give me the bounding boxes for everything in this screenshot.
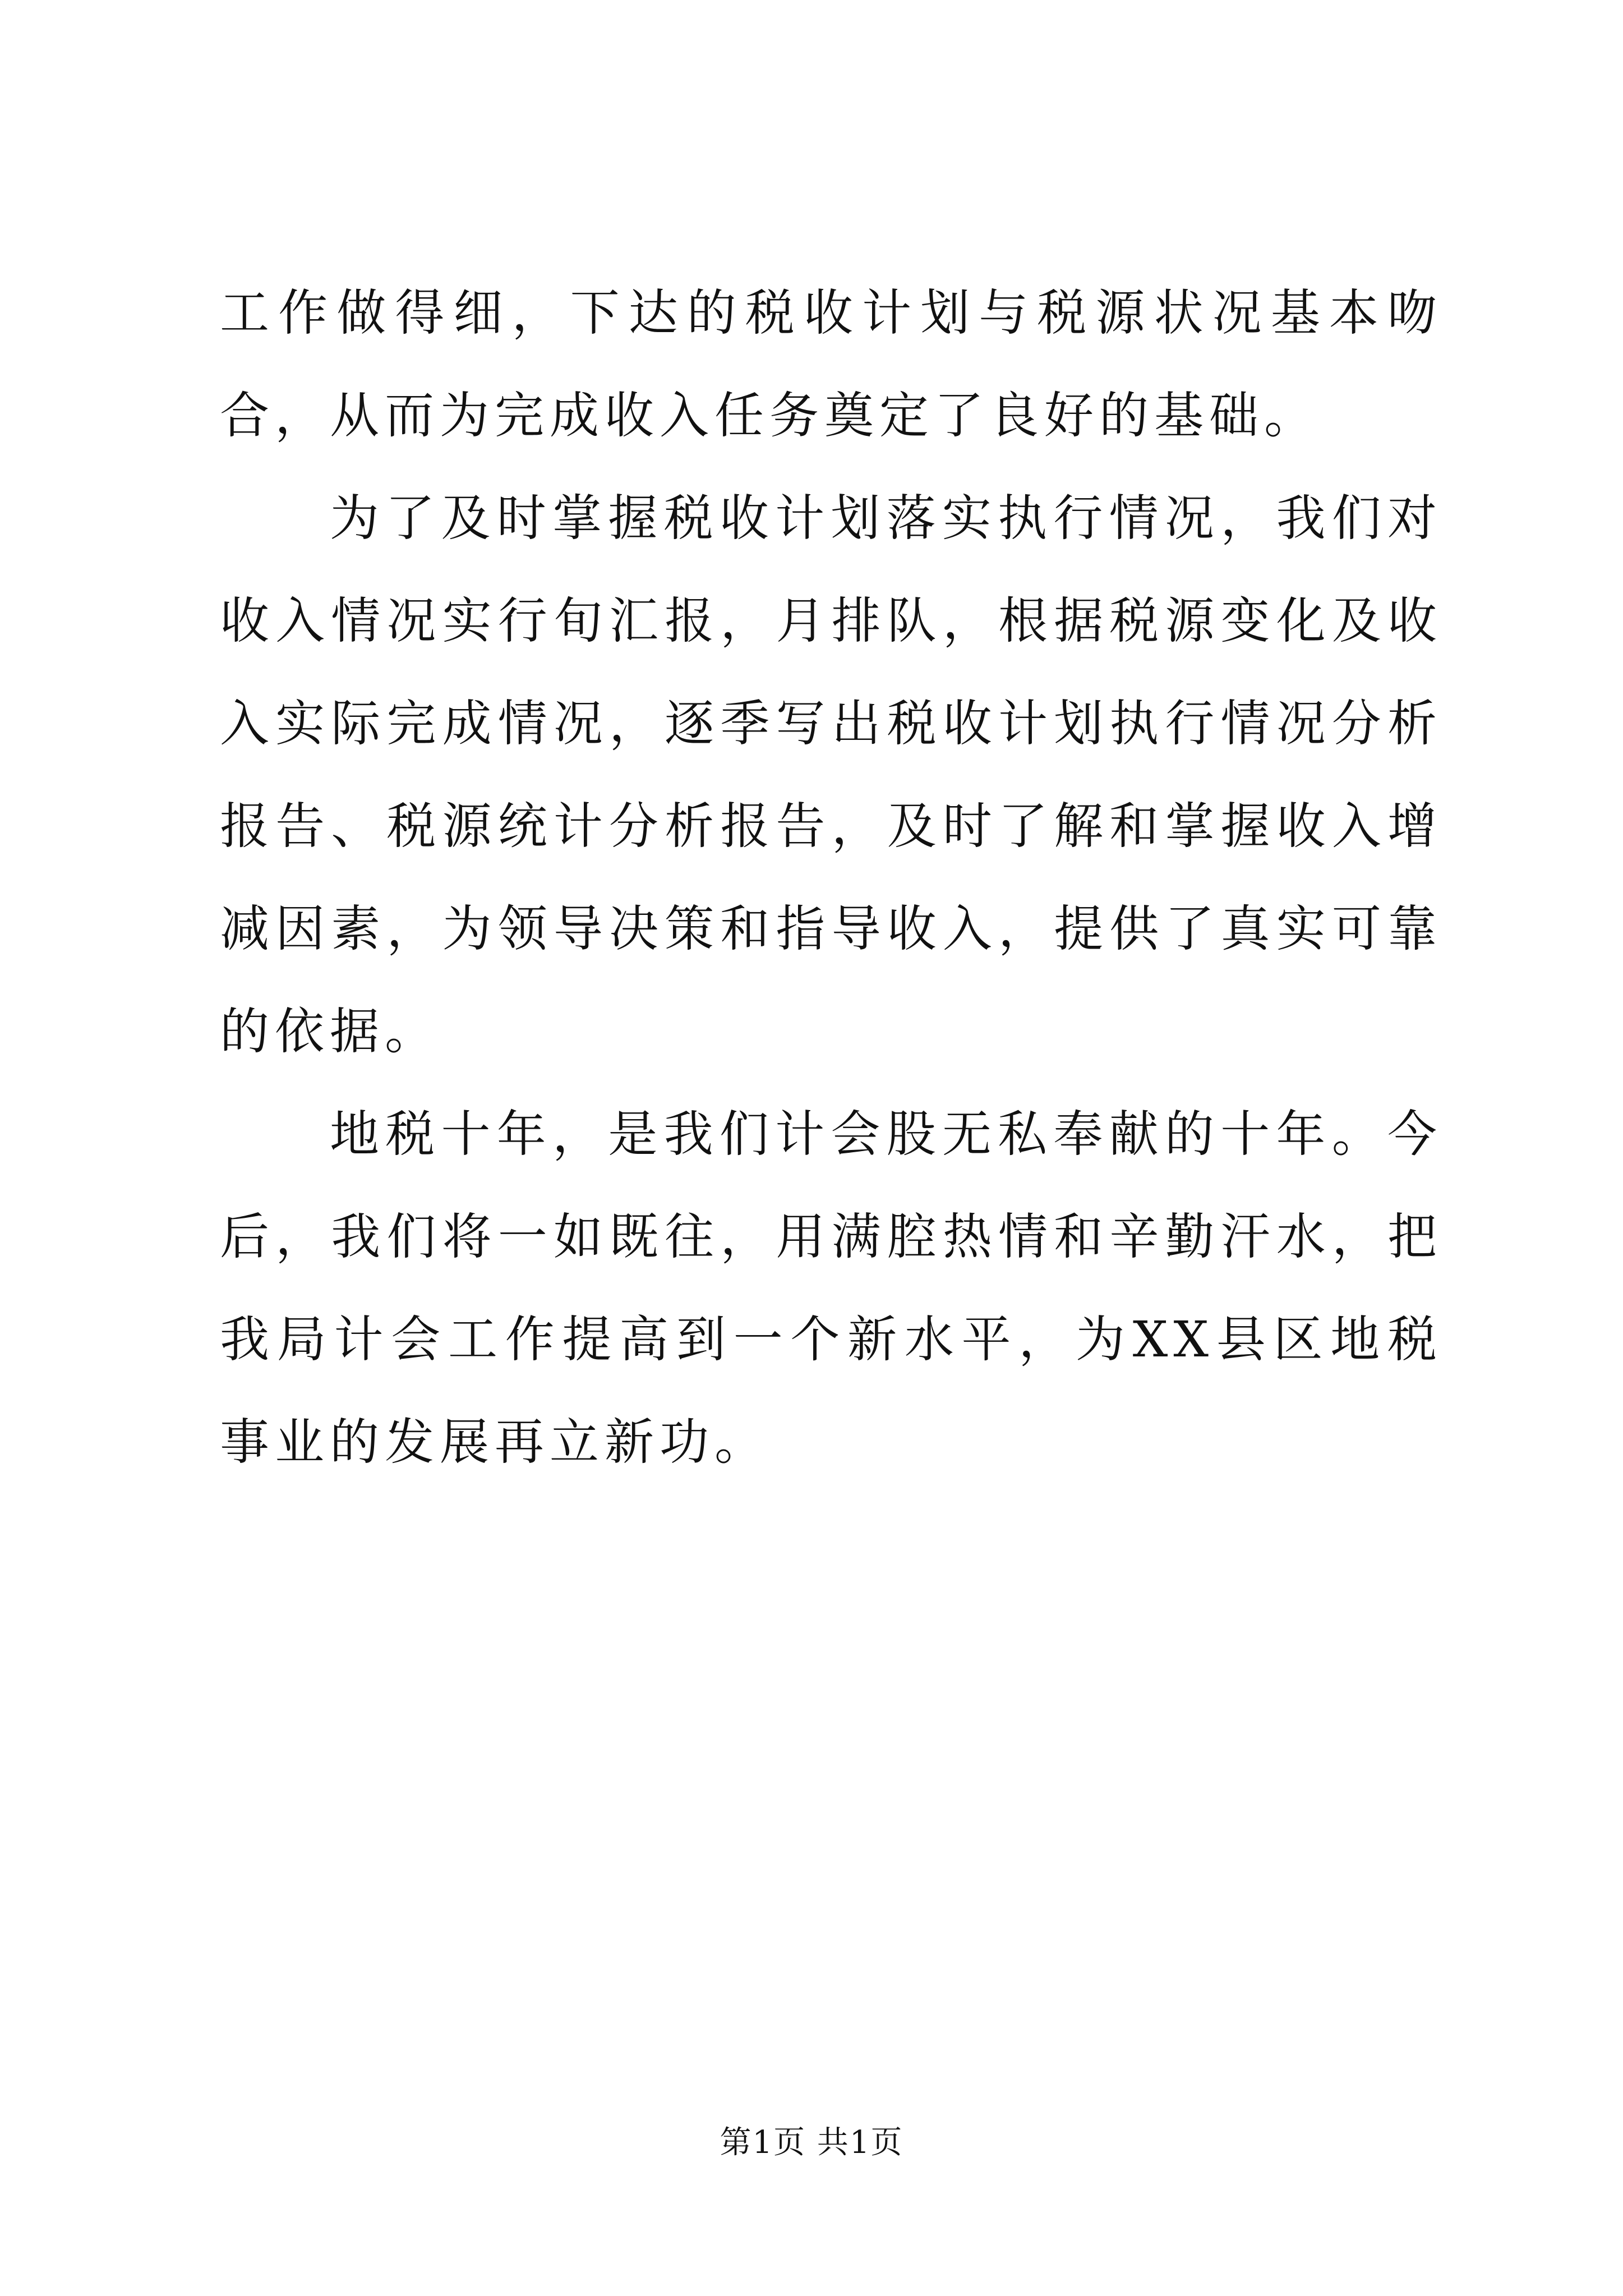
paragraph-closing: 地税十年，是我们计会股无私奉献的十年。今后，我们将一如既往，用满腔热情和辛勤汗水，把我局计会工作提高到一个新水平，为XX县区地税事业的发展再立新功。	[220, 1105, 1442, 1471]
paragraph-tax-plan-monitoring: 为了及时掌握税收计划落实执行情况，我们对收入情况实行旬汇报，月排队，根据税源变化及收入实际完成情况，逐季写出税收计划执行情况分析报告、税源统计分析报告，及时了解和掌握收入增减因素，为领导决策和指导收入，提供了真实可靠的依据。	[220, 489, 1442, 1060]
page-number-label: 第1页 共1页	[720, 2124, 903, 2161]
document-body	[220, 261, 1442, 1493]
page-footer	[0, 2120, 1623, 2165]
paragraph-continuation: 工作做得细，下达的税收计划与税源状况基本吻合，从而为完成收入任务奠定了良好的基础。	[220, 284, 1442, 444]
